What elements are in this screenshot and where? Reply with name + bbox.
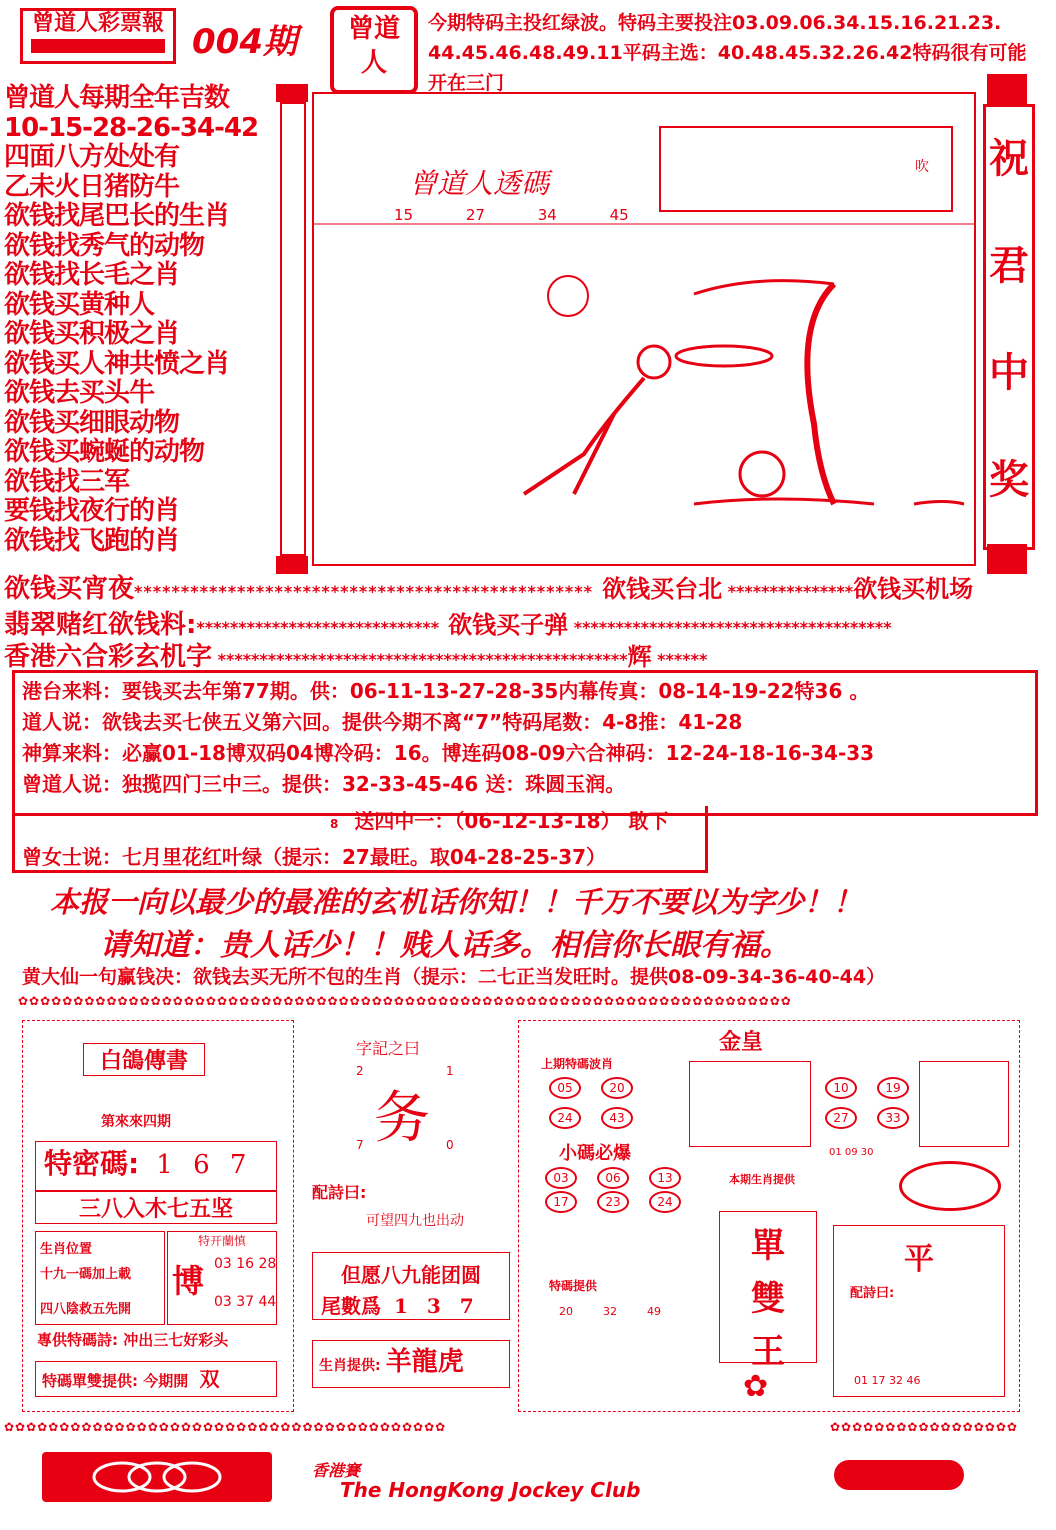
left-line: 欲钱买蜿蜒的动物: [4, 437, 205, 467]
mid-line-3: 香港六合彩玄机字 *************************************************辉 ******: [4, 642, 708, 672]
br-small-circle: 03: [545, 1167, 577, 1189]
br-circles-4: [815, 1105, 919, 1131]
picture-number: 45: [609, 206, 629, 224]
mid-line-3-a: 香港六合彩玄机字: [4, 642, 213, 672]
bl-zodiac-1: 十九一碼加上載: [40, 1267, 132, 1282]
info-lines: [22, 676, 874, 800]
br-fortune-label: 配詩曰:: [850, 1286, 895, 1301]
br-tip-num: 20: [559, 1305, 573, 1318]
bm-zodiac-label: 生肖提供:: [319, 1358, 381, 1374]
left-line: 要钱找夜行的肖: [4, 496, 180, 526]
picture-frame: [312, 92, 976, 566]
mid-line-3-b: 辉: [627, 643, 652, 671]
br-danshuang: [719, 1211, 817, 1372]
left-line: 10-15-28-26-34-42: [4, 112, 259, 143]
br-last-label: 上期特碼波肖: [541, 1057, 614, 1071]
bl-special-nums: 1 6 7: [156, 1150, 253, 1180]
br-small-circle: 17: [545, 1191, 577, 1213]
bl-zodiac-2: 四八陰救五先開: [40, 1302, 132, 1317]
bm-n-bl: 7: [356, 1138, 364, 1152]
bm-title: 字記之曰: [356, 1039, 421, 1058]
left-column: [4, 84, 276, 556]
br-circle: 20: [601, 1077, 633, 1099]
br-circles-2: [539, 1105, 643, 1131]
bl-bo-nums-2: 03 37 44: [214, 1294, 277, 1310]
br-circle: 24: [549, 1107, 581, 1129]
br-ds-char: 雙: [751, 1279, 785, 1319]
knot-icon: [42, 1452, 272, 1502]
mid-line-1-a: 欲钱买宵夜: [4, 574, 135, 604]
bl-poem-label: 專供特碼詩:: [37, 1331, 118, 1349]
left-line: 欲钱买黄种人: [4, 289, 155, 320]
br-right-box: [919, 1061, 1009, 1147]
left-pillar: [276, 84, 308, 574]
br-circle: 33: [877, 1107, 909, 1129]
slogan-2: 请知道：贵人话少！！贱人话多。相信你长眼有福。: [100, 928, 790, 963]
bl-title: 白鴿傳書: [83, 1043, 205, 1076]
bm-n-tr: 1: [446, 1064, 454, 1078]
mid-line-2-b: 欲钱买子弹: [448, 611, 569, 639]
br-ds-char: 王: [751, 1332, 785, 1372]
bl-danshuang: [35, 1361, 277, 1397]
br-circles-3: [815, 1075, 919, 1101]
info-line-5-text: 送四中一：（06-12-13-18）: [354, 809, 621, 833]
info-line: 曾道人说：独揽四门三中三。提供：32-33-45-46 送：珠圆玉润。: [22, 772, 626, 796]
pillar-char: 奖: [989, 457, 1029, 503]
mid-line-2-a: 翡翠赌红欲钱料:: [4, 610, 197, 640]
bm-n-br: 0: [446, 1138, 454, 1152]
br-small-circle: 24: [649, 1191, 681, 1213]
br-small-circle: 06: [597, 1167, 629, 1189]
br-center-box: [689, 1061, 811, 1147]
info-line: 神算来料：必赢01-18博双码04博冷码：16。博连码08-09六合神码：12-24-18-16-34-33: [22, 741, 875, 765]
picture-number: 15: [394, 206, 414, 224]
mid-line-1-b: 欲钱买台北: [602, 575, 723, 603]
bm-tail-label: 尾數爲: [321, 1294, 381, 1318]
bl-bo: 博: [172, 1262, 205, 1300]
footer-emblem-left: [42, 1452, 272, 1502]
bl-danshuang-label: 特碼單雙提供:: [42, 1372, 138, 1390]
footer-emblem-right: [834, 1460, 964, 1490]
bl-zodiac-label: 生肖位置: [40, 1242, 93, 1257]
left-line: 欲钱找尾巴长的生肖: [4, 201, 230, 231]
br-nums-row: 01 09 30: [829, 1147, 874, 1158]
br-bottom-nums: 01 17 32 46: [854, 1374, 921, 1387]
left-line: 四面八方处处有: [4, 142, 180, 172]
bm-poem-label: 配詩曰:: [312, 1183, 367, 1202]
br-tip-num: 49: [647, 1305, 661, 1318]
pillar-char: 中: [989, 350, 1029, 396]
bm-zodiac: 羊龍虎: [385, 1347, 464, 1377]
bl-bo-title: 特开蘭慎: [197, 1234, 246, 1248]
br-small-title: 小碼必爆: [559, 1143, 631, 1164]
mid-line-2: 翡翠赌红欲钱料:***************************** 欲钱买子弹 **************************************: [4, 610, 892, 640]
br-circle: 10: [825, 1077, 857, 1099]
mid-line-1-c: 欲钱买机场: [853, 575, 974, 603]
bm-poem: 可望四九也出动: [366, 1213, 464, 1229]
br-tip-nums: [559, 1305, 661, 1318]
pillar-char: 君: [989, 243, 1029, 289]
br-emblem: [899, 1161, 1001, 1211]
bl-issue: 第來來四期: [101, 1114, 171, 1130]
right-pillar: [975, 74, 1045, 574]
bl-poem-text: 冲出三七好彩头: [123, 1331, 229, 1349]
br-mid-label: 本期生肖提供: [729, 1173, 795, 1186]
br-small-circle: 23: [597, 1191, 629, 1213]
br-header: 金皇: [719, 1030, 764, 1055]
bm-slogan: 但愿八九能团圆: [341, 1263, 481, 1287]
info-line-5: [330, 806, 669, 840]
illustration: [314, 94, 974, 564]
footer-club-cn: 香港賽: [312, 1461, 361, 1480]
info-line-5-suffix: 敢下: [628, 809, 669, 833]
br-circle: 27: [825, 1107, 857, 1129]
br-circle: 43: [601, 1107, 633, 1129]
info-line-6: 曾女士说：七月里花红叶绿（提示：27最旺。取04-28-25-37）: [22, 845, 607, 869]
bm-tail-box: [312, 1252, 510, 1320]
bottom-mid-panel: [300, 1020, 512, 1410]
slogan-1: 本报一向以最少的最准的玄机话你知！！千万不要以为字少！！: [50, 885, 863, 919]
top-text-2: 44.45.46.48.49.11平码主选：40.48.45.32.26.42特码很有可能: [428, 42, 1027, 64]
left-line: 欲钱买人神共愤之肖: [4, 348, 230, 379]
info-line: 道人说：欲钱去买七侠五义第六回。提供今期不离“7”特码尾数：4-8推：41-28: [22, 710, 743, 734]
left-line: 欲钱找秀气的动物: [4, 230, 205, 261]
issue-number: 004期: [192, 22, 297, 62]
masthead-title: 曾道人彩票報: [31, 11, 164, 36]
huang-daxian: 黄大仙一句赢钱决：欲钱去买无所不包的生肖（提示：二七正当发旺时。提供08-09-34-36-40-44）: [22, 966, 886, 988]
left-line: 欲钱找长毛之肖: [4, 260, 180, 290]
bl-special-box: [35, 1141, 277, 1191]
br-fortune-box: [833, 1225, 1005, 1397]
top-text-1: 今期特码主投红绿波。特码主要投注03.09.06.34.15.16.21.23.: [428, 12, 1002, 34]
bm-char: 务: [374, 1086, 430, 1151]
picture-number: 34: [537, 206, 557, 224]
br-small-row-1: [535, 1165, 691, 1191]
picture-number: 27: [465, 206, 485, 224]
footer-club-en: The HongKong Jockey Club: [340, 1478, 641, 1502]
br-circle: 05: [549, 1077, 581, 1099]
bl-danshuang-result: 双: [199, 1367, 220, 1391]
bottom-right-panel: [518, 1020, 1020, 1412]
br-circles-1: [539, 1075, 643, 1101]
bl-sub-line: 三八入木七五坚: [35, 1191, 277, 1224]
bl-bo-nums-1: 03 16 28: [214, 1256, 277, 1272]
scroll-label: 吹: [915, 159, 929, 175]
br-small-circle: 13: [649, 1167, 681, 1189]
top-text-3: 开在三门: [428, 72, 505, 94]
divider-stars-3: ✿✿✿✿✿✿✿✿✿✿✿✿✿✿✿✿✿: [830, 1420, 1018, 1434]
br-tip-num: 32: [603, 1305, 617, 1318]
bl-zodiac-box: [35, 1231, 165, 1325]
bm-zodiac-box: [312, 1340, 510, 1388]
br-small-row-2: [535, 1189, 691, 1215]
br-tip-label: 特碼提供: [549, 1279, 598, 1293]
bl-bo-box: [167, 1231, 277, 1325]
left-line: 乙未火日猪防牛: [4, 171, 180, 202]
br-fortune: 平: [904, 1242, 934, 1277]
left-line: 欲钱去买头牛: [4, 378, 155, 408]
left-line: 欲钱买积极之肖: [4, 319, 180, 349]
bl-poem: [37, 1329, 228, 1350]
bm-n-tl: 2: [356, 1064, 364, 1078]
pillar-char: 祝: [989, 136, 1029, 182]
br-circle: 19: [877, 1077, 909, 1099]
left-line: 欲钱找三军: [4, 466, 130, 497]
divider-stars-2: ✿✿✿✿✿✿✿✿✿✿✿✿✿✿✿✿✿✿✿✿✿✿✿✿✿✿✿✿✿✿✿✿✿✿✿✿✿✿✿✿: [4, 1420, 447, 1434]
bl-danshuang-val: 今期開: [143, 1372, 189, 1390]
info-line: 港台来料：要钱买去年第77期。供：06-11-13-27-28-35内幕传真：08-14-19-22特36 。: [22, 679, 870, 703]
mid-line-1: 欲钱买宵夜************************************************* 欲钱买台北 ***************欲钱买机场: [4, 574, 974, 604]
br-flower-icon: ✿: [743, 1369, 769, 1404]
bl-special-label: 特密碼:: [44, 1147, 140, 1180]
masthead-bar: [31, 39, 165, 53]
left-line: 欲钱找飞跑的肖: [4, 525, 180, 556]
info-line-5-prefix: 8: [330, 817, 339, 831]
left-line: 曾道人每期全年吉数: [4, 83, 230, 113]
br-ds-char: 單: [751, 1226, 785, 1266]
masthead: [20, 8, 176, 64]
divider-stars: ✿✿✿✿✿✿✿✿✿✿✿✿✿✿✿✿✿✿✿✿✿✿✿✿✿✿✿✿✿✿✿✿✿✿✿✿✿✿✿✿✿✿✿✿✿✿✿✿✿✿✿✿✿✿✿✿✿✿✿✿✿✿✿✿✿✿✿✿✿✿: [18, 994, 792, 1008]
bottom-left-panel: [22, 1020, 294, 1412]
logo-seal: 曾道 人: [330, 6, 418, 94]
picture-title: 曾道人透碼: [409, 167, 550, 200]
bm-tail-nums: 1 3 7: [393, 1294, 480, 1318]
left-line: 欲钱买细眼动物: [4, 407, 180, 438]
